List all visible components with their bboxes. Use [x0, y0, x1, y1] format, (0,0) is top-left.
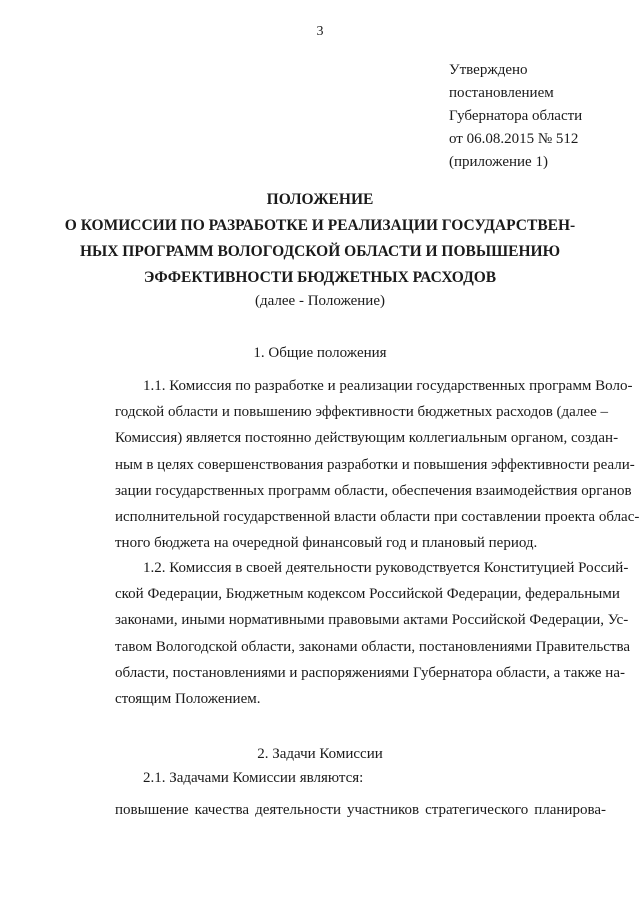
paragraph-line: исполнительной государственной власти области при составлении проекта облас- [115, 509, 640, 526]
section-heading-tasks: 2. Задачи Комиссии [257, 746, 383, 762]
paragraph-2-1: 2.1. Задачами Комиссии являются: [143, 770, 364, 786]
paragraph-line: законами, иными нормативными правовыми актами Российской Федерации, Ус- [115, 612, 629, 629]
approval-line: (приложение 1) [449, 154, 548, 170]
paragraph-line: зации государственных программ области, обеспечения взаимодействия органов [115, 482, 632, 499]
paragraph-line: годской области и повышению эффективности бюджетных расходов (далее – [115, 404, 609, 421]
paragraph-line: ской Федерации, Бюджетным кодексом Российской Федерации, федеральными [115, 586, 620, 603]
approval-line: от 06.08.2015 № 512 [449, 131, 579, 147]
paragraph-line: 1.2. Комиссия в своей деятельности руководствуется Конституцией Россий- [143, 560, 629, 576]
approval-line: Утверждено [449, 62, 528, 78]
approval-line: постановлением [449, 85, 554, 101]
approval-stamp [449, 59, 582, 174]
paragraph-line: Комиссия) является постоянно действующим коллегиальным органом, создан- [115, 430, 619, 447]
paragraph-line: стоящим Положением. [115, 691, 261, 708]
title-line: ПОЛОЖЕНИЕ [266, 191, 374, 208]
paragraph-line: области, постановлениями и распоряжениями Губернатора области, а также на- [115, 664, 625, 681]
paragraph-line: тного бюджета на очередной финансовый год и плановый период. [115, 535, 538, 552]
paragraph-line: тавом Вологодской области, законами области, постановлениями Правительства [115, 638, 631, 655]
paragraph-line: 1.1. Комиссия по разработке и реализации государственных программ Воло- [143, 378, 633, 394]
approval-line: Губернатора области [449, 108, 583, 124]
section-heading-general: 1. Общие положения [253, 345, 387, 361]
title-line: НЫХ ПРОГРАММ ВОЛОГОДСКОЙ ОБЛАСТИ И ПОВЫШЕНИЮ [79, 243, 561, 260]
paragraph-line: ным в целях совершенствования разработки и повышения эффективности реали- [115, 456, 635, 473]
document-title [0, 187, 640, 291]
title-line: О КОМИССИИ ПО РАЗРАБОТКЕ И РЕАЛИЗАЦИИ ГОСУДАРСТВЕН- [64, 217, 576, 234]
paragraph-1-1 [115, 373, 640, 556]
paragraph-2-1-item: повышение качества деятельности участников стратегического планирова- [115, 802, 606, 818]
document-subtitle: (далее - Положение) [255, 293, 385, 309]
title-line: ЭФФЕКТИВНОСТИ БЮДЖЕТНЫХ РАСХОДОВ [143, 269, 497, 286]
paragraph-1-2 [115, 555, 631, 712]
page-number: 3 [316, 24, 324, 39]
